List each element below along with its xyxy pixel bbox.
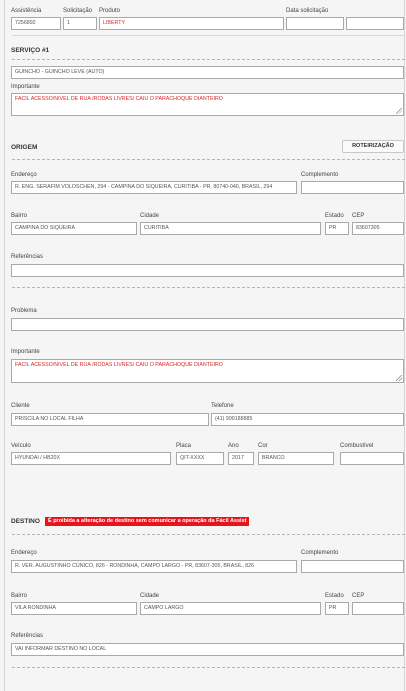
destino-referencias-label: Referências (11, 633, 44, 639)
data-solicitacao-date[interactable] (286, 17, 344, 30)
cliente-label: Cliente (11, 403, 30, 409)
origem-title: ORIGEM (11, 144, 38, 151)
origem-estado-field[interactable]: PR (325, 222, 349, 235)
destino-endereco-field[interactable]: R. VER. AUGUSTINHO CÚNICO, 826 - RONDINHA, CAMPO LARGO - PR, 83607-305, BRASIL, 826 (11, 560, 297, 573)
solicitacao-label: Solicitação (63, 8, 93, 14)
combustivel-label: Combustível (340, 443, 374, 449)
origem-cidade-field[interactable]: CURITIBA (140, 222, 321, 235)
origem-complemento-field[interactable] (301, 181, 404, 194)
problema-label: Problema (11, 308, 37, 314)
servico-importante-label: Importante (11, 84, 40, 90)
service-form (4, 0, 405, 691)
destino-title: DESTINO (11, 518, 40, 525)
roteirizacao-button[interactable]: ROTEIRIZAÇÃO (342, 140, 404, 153)
origem-referencias-label: Referências (11, 254, 44, 260)
resize-grip-icon[interactable] (396, 108, 402, 114)
divider (12, 287, 405, 288)
destino-estado-field[interactable]: PR (325, 602, 349, 615)
cliente-field[interactable]: PRISCILA NO LOCAL FILHA (11, 413, 209, 426)
origem-complemento-label: Complemento (301, 172, 339, 178)
solicitacao-field[interactable]: 1 (63, 17, 97, 30)
problema-importante-text: FACIL ACESSO/NIVEL DE RUA /RODAS LIVRES/ CAIU O PARACHOQUE DIANTEIRO (15, 362, 223, 368)
problema-importante-textarea[interactable] (11, 359, 404, 383)
origem-bairro-label: Bairro (11, 213, 28, 219)
divider (12, 35, 405, 36)
origem-referencias-field[interactable] (11, 264, 404, 277)
servico-title: SERVIÇO #1 (11, 47, 50, 54)
origem-cidade-label: Cidade (140, 213, 160, 219)
divider (12, 667, 405, 668)
ano-field[interactable]: 2017 (228, 452, 254, 465)
produto-label: Produto (99, 8, 121, 14)
veiculo-field[interactable]: HYUNDAI / HB20X (11, 452, 171, 465)
destino-warning-badge: É proibida a alteração de destino sem comunicar a operação da Fácil Assist (45, 517, 249, 526)
produto-field[interactable]: LIBERTY (99, 17, 284, 30)
origem-estado-label: Estado (325, 213, 344, 219)
origem-endereco-label: Endereço (11, 172, 37, 178)
destino-endereco-label: Endereço (11, 550, 37, 556)
telefone-field[interactable]: (41) 999188885 (211, 413, 404, 426)
divider (12, 159, 405, 160)
destino-cep-label: CEP (352, 593, 365, 599)
resize-grip-icon[interactable] (396, 375, 402, 381)
origem-bairro-field[interactable]: CAMPINA DO SIQUEIRA (11, 222, 137, 235)
servico-field[interactable]: GUINCHO - GUINCHO LEVE (AUTO) (11, 66, 404, 79)
destino-cidade-field[interactable]: CAMPO LARGO (140, 602, 321, 615)
destino-complemento-field[interactable] (301, 560, 404, 573)
origem-cep-label: CEP (352, 213, 365, 219)
destino-bairro-field[interactable]: VILA RONDINHA (11, 602, 137, 615)
telefone-label: Telefone (211, 403, 234, 409)
ano-label: Ano (228, 443, 239, 449)
destino-referencias-field[interactable]: VAI INFORMAR DESTINO NO LOCAL (11, 643, 404, 656)
destino-bairro-label: Bairro (11, 593, 28, 599)
origem-endereco-field[interactable]: R. ENG. SERAFIM VOLOSCHEN, 294 - CAMPINA DO SIQUEIRA, CURITIBA - PR, 80740-040, BRASIL, 294 (11, 181, 297, 194)
servico-importante-textarea[interactable] (11, 93, 404, 116)
data-solicitacao-time[interactable] (346, 17, 404, 30)
veiculo-label: Veículo (11, 443, 31, 449)
assistencia-label: Assistência (11, 8, 42, 14)
divider (12, 59, 405, 60)
divider (12, 534, 405, 535)
servico-importante-text: FACIL ACESSO/NIVEL DE RUA /RODAS LIVRES/ CAIU O PARACHOQUE DIANTEIRO (15, 96, 223, 102)
destino-cidade-label: Cidade (140, 593, 160, 599)
destino-cep-field[interactable] (352, 602, 404, 615)
destino-estado-label: Estado (325, 593, 344, 599)
data-solicitacao-label: Data solicitação (286, 8, 329, 14)
problema-field[interactable] (11, 318, 404, 331)
placa-label: Placa (176, 443, 192, 449)
assistencia-field[interactable]: 7256892 (11, 17, 61, 30)
combustivel-field[interactable] (340, 452, 404, 465)
placa-field[interactable]: QIT-XXXX (176, 452, 224, 465)
problema-importante-label: Importante (11, 349, 40, 355)
origem-cep-field[interactable]: 83607305 (352, 222, 404, 235)
destino-complemento-label: Complemento (301, 550, 339, 556)
cor-label: Cor (258, 443, 268, 449)
cor-field[interactable]: BRANCO (258, 452, 334, 465)
